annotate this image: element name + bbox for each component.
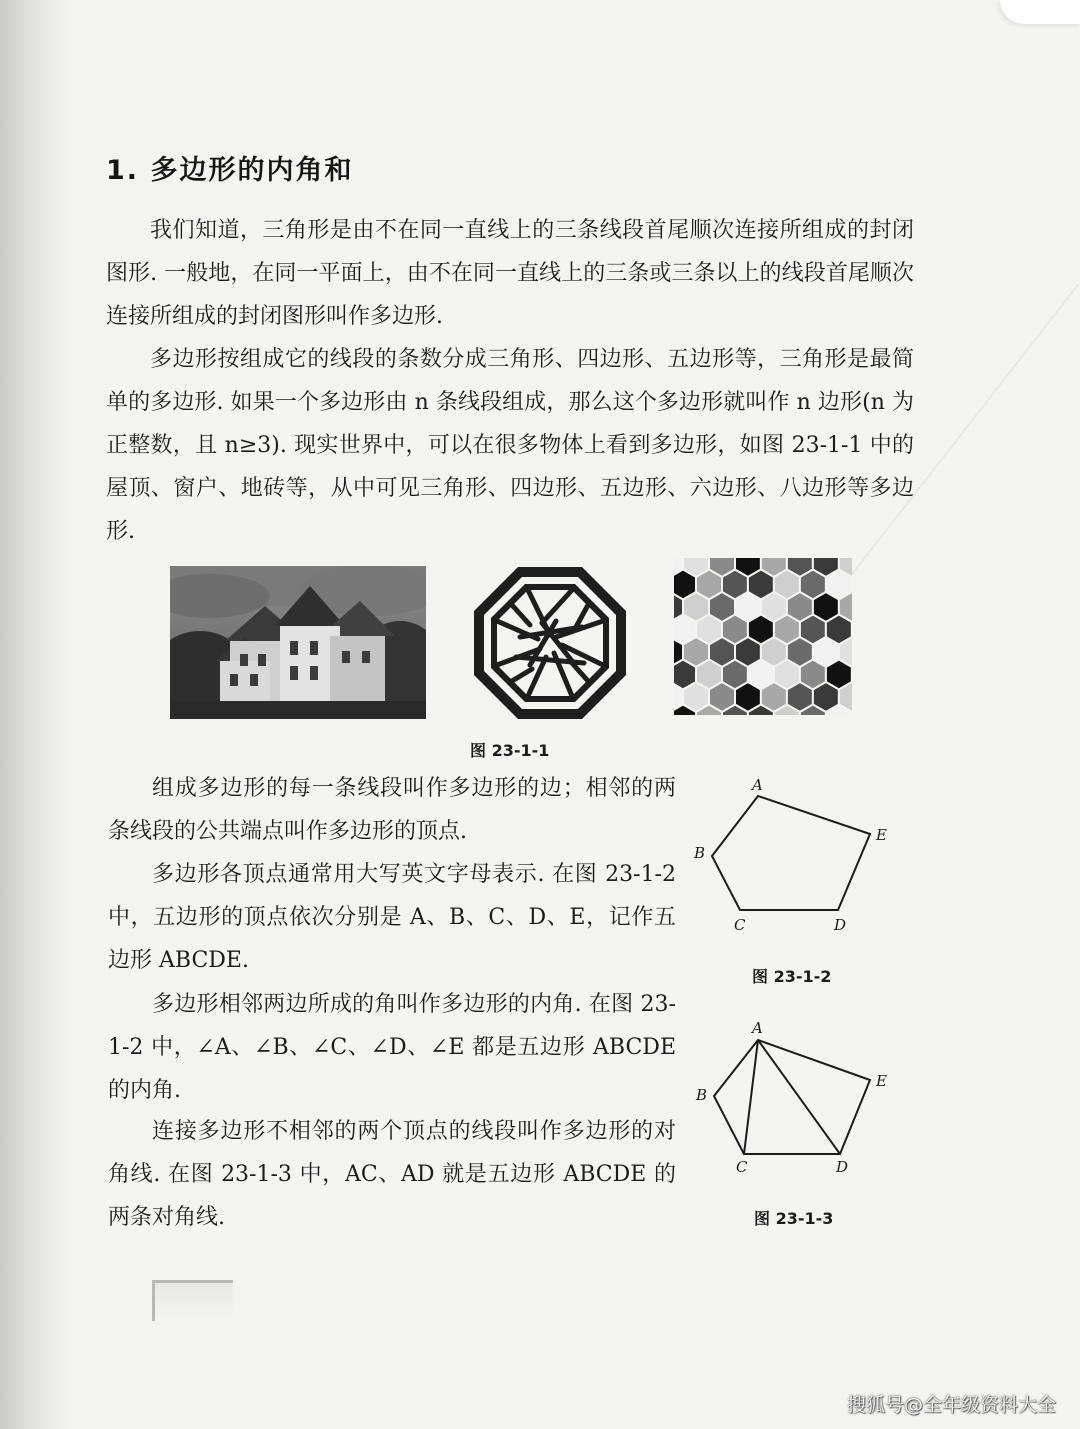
paragraph-vertex-naming: 多边形各顶点通常用大写英文字母表示. 在图 23-1-2 中，五边形的顶点依次分别是 A、B、C、D、E，记作五边形 ABCDE. [108, 862, 676, 973]
vertex-label-c: C [734, 916, 746, 934]
page-edge-shadow [0, 0, 70, 1429]
page-corner-mark [152, 1280, 233, 1321]
figure-caption-23-1-2: 图 23-1-2 [752, 967, 832, 986]
vertex-label-c: C [736, 1158, 748, 1176]
page-corner-curl [1000, 0, 1080, 24]
pentagon-abcde-outline [712, 796, 870, 910]
vertex-label-d: D [836, 1158, 849, 1176]
paragraph-polygon-classification: 多边形按组成它的线段的条数分成三角形、四边形、五边形等，三角形是最简单的多边形. 如果一个多边形由 n 条线段组成，那么这个多边形就叫作 n 边形(n 为正整数，且 n≥3). 现实世界中，可以在很多物体上看到多边形，如图 23-1-1 中的屋顶、窗户、地砖等，从中可见三角形、四边形、五边形、六边形、八边形等多边形. [106, 347, 914, 544]
figure-caption-23-1-1: 图 23-1-1 [470, 741, 550, 760]
paragraph-side-vertex: 组成多边形的每一条线段叫作多边形的边；相邻的两条线段的公共端点叫作多边形的顶点. [108, 776, 676, 844]
vertex-label-e: E [876, 1072, 887, 1090]
diagonal-ad [758, 1040, 840, 1154]
vertex-label-a: A [752, 776, 763, 794]
figure-caption-23-1-3: 图 23-1-3 [754, 1209, 834, 1228]
pentagon-diagonals-figure [690, 1016, 910, 1180]
paragraph-polygon-definition: 我们知道，三角形是由不在同一直线上的三条线段首尾顺次连接所组成的封闭图形. 一般地，在同一平面上，由不在同一直线上的三条或三条以上的线段首尾顺次连接所组成的封闭图形叫作多边形. [106, 218, 914, 329]
paragraph-diagonal: 连接多边形不相邻的两个顶点的线段叫作多边形的对角线. 在图 23-1-3 中，AC、AD 就是五边形 ABCDE 的两条对角线. [108, 1119, 676, 1230]
vertex-label-b: B [696, 1086, 708, 1104]
diagonal-ac [744, 1040, 758, 1154]
section-title: 1. 多边形的内角和 [106, 155, 354, 186]
source-watermark: 搜狐号@全年级资料大全 [846, 1394, 1056, 1416]
vertex-label-d: D [834, 916, 847, 934]
vertex-label-e: E [876, 826, 887, 844]
pentagon-figure [690, 772, 910, 942]
hexagon-tile-figure [674, 558, 852, 715]
vertex-label-a: A [752, 1019, 763, 1037]
vertex-label-b: B [694, 844, 706, 862]
paragraph-interior-angle: 多边形相邻两边所成的角叫作多边形的内角. 在图 23-1-2 中，∠A、∠B、∠C、∠D、∠E 都是五边形 ABCDE 的内角. [108, 992, 676, 1103]
building-roof-photo [170, 566, 426, 719]
pentagon-abcde-outline [714, 1040, 870, 1154]
octagon-window-figure [472, 565, 628, 721]
